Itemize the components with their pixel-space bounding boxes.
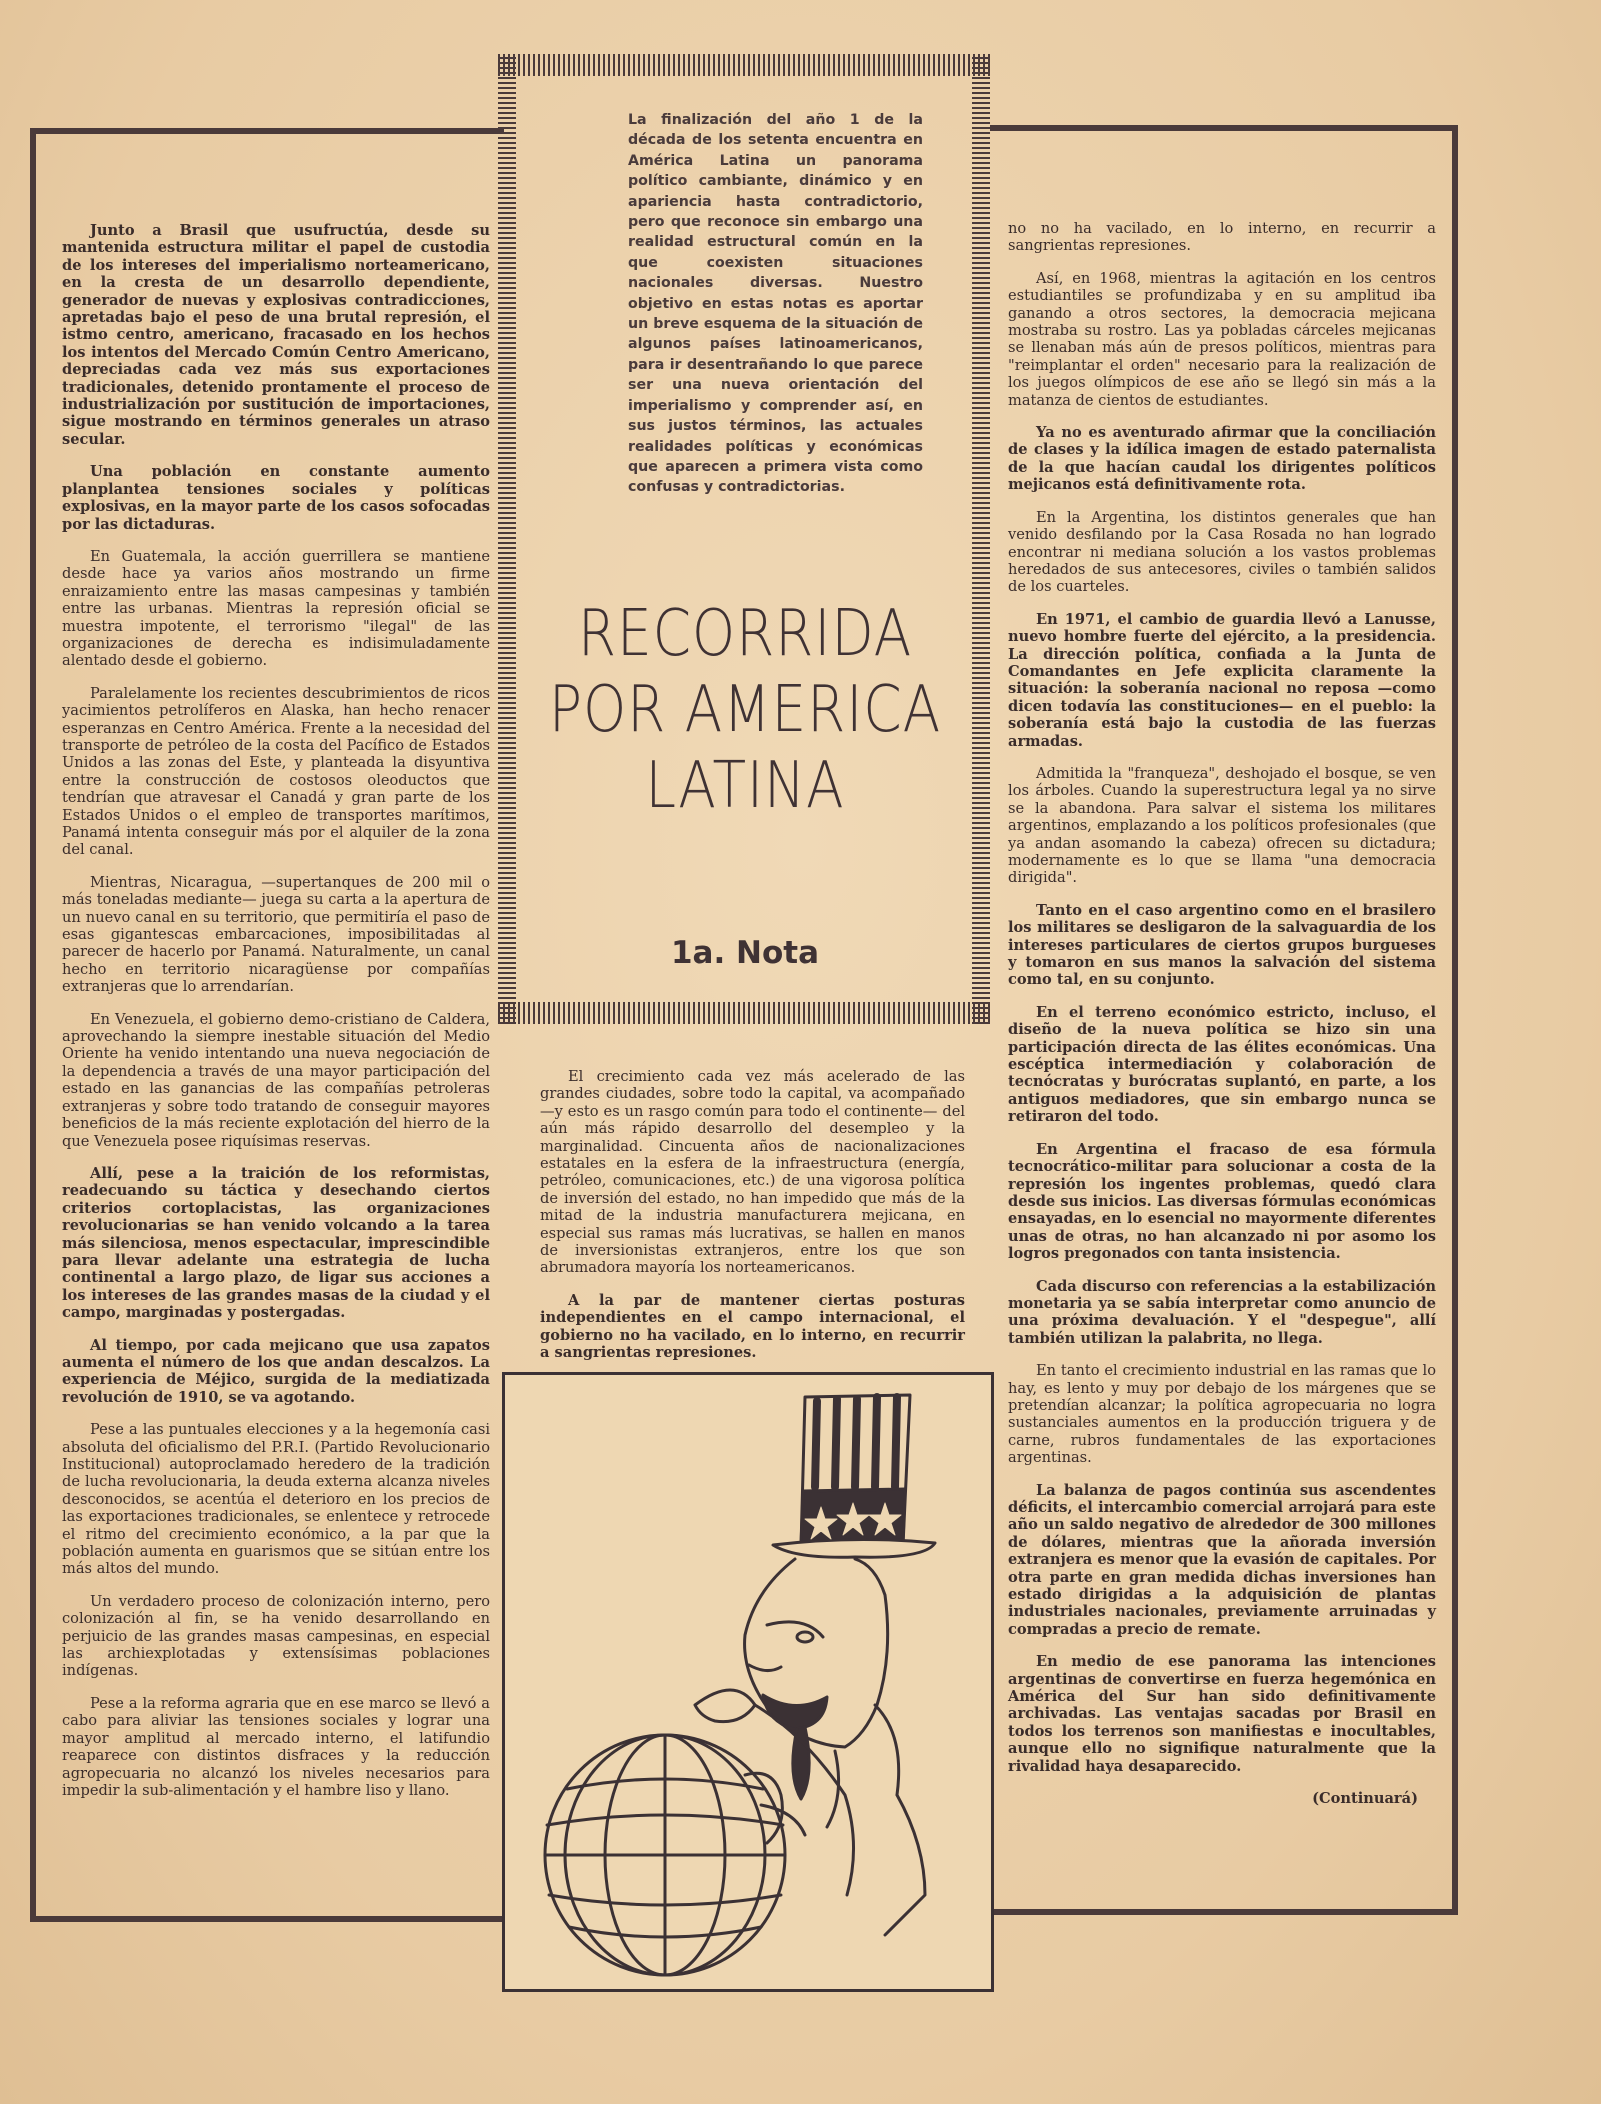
paragraph: Allí, pese a la traición de los reformistas, readecuando su táctica y desechando ciertos criterios cortoplacistas, las organizaciones revolucionarias se han venido volcando a la tarea más silenciosa, menos espectacular, imprescindible para llevar adelante una estrategia de lucha continental a largo plazo, de ligar sus acciones a los intereses de las grandes masas de la ciudad y el campo, marginadas y postergadas. (62, 1164, 490, 1322)
paragraph: El crecimiento cada vez más acelerado de las grandes ciudades, sobre todo la capital, va acompañado —y esto es un rasgo común para todo el continente— del aún más rápido desarrollo del desempleo y la marginalidad. Cincuenta años de nacionalizaciones estatales en la esfera de la infraestructura (energía, petróleo, comunicaciones, etc.) de una vigorosa política de inversión del estado, no han impedido que más de la mitad de la industria manufacturera mejicana, en especial sus ramas más lucrativas, se hallen en manos de inversionistas extranjeros, entre los que son abrumadora mayoría los norteamericanos. (540, 1068, 965, 1277)
intro-paragraph: La finalización del año 1 de la década de los setenta encuentra en América Latina un panorama político cambiante, dinámico y en apariencia hasta contradictorio, pero que reconoce sin embargo una realidad estructural común en la que coexisten situaciones nacionales diversas. Nuestro objetivo en estas notas es aportar un breve esquema de la situación de algunos países latinoamericanos, para ir desentrañando lo que parece ser una nueva orientación del imperialismo y comprender así, en sus justos términos, las actuales realidades políticas y económicas que aparecen a primera vista como confusas y contradictorias. (628, 112, 923, 496)
paragraph: En Venezuela, el gobierno demo-cristiano de Caldera, aprovechando la siempre inestable situación del Medio Oriente ha venido intentando una nueva negociación de la dependencia a través de una mayor participación del estado en las ganancias de las compañías petroleras extranjeras y sobre todo tratando de conseguir mayores beneficios de la más reciente explotación del hierro de la que Venezuela posee riquísimas reservas. (62, 1010, 490, 1150)
paragraph: En Guatemala, la acción guerrillera se mantiene desde hace ya varios años mostrando un firme enraizamiento entre las masas campesinas y también entre las urbanas. Mientras la represión oficial se muestra impotente, el terrorismo "ilegal" de las organizaciones de derecha es indisimuladamente alentado desde el gobierno. (62, 547, 490, 670)
paragraph: A la par de mantener ciertas posturas independientes en el campo internacional, el gobierno no ha vacilado, en lo interno, en recurrir a sangrientas represiones. (540, 1291, 965, 1362)
headline-line-2: POR AMERICA (548, 673, 942, 747)
headline-line-3: LATINA (645, 749, 845, 823)
headline-line-1: RECORRIDA (577, 597, 913, 671)
paragraph: En la Argentina, los distintos generales que han venido desfilando por la Casa Rosada no han logrado encontrar ni mediana solución a los vastos problemas heredados de sus antecesores, civiles o también salidos de los cuarteles. (1008, 508, 1436, 596)
paragraph: Paralelamente los recientes descubrimientos de ricos yacimientos petrolíferos en Alaska, han hecho renacer esperanzas en Centro América. Frente a la necesidad del transporte de petróleo de la costa del Pacífico de Estados Unidos a las zonas del Este, y planteada la disyuntiva entre la construcción de costosos oleoductos que tendrían que atravesar el Canadá y gran parte de los Estados Unidos o el empleo de transportes marítimos, Panamá intenta conseguir más por el alquiler de la zona del canal. (62, 684, 490, 859)
continuation-note: (Continuará) (1312, 1790, 1418, 1808)
paragraph: Admitida la "franqueza", deshojado el bosque, se ven los árboles. Cuando la superestructura legal ya no sirve se la abandona. Para salvar el sistema los militares argentinos, emplazando a los políticos profesionales (que ya andan asomando la cabeza) ofrecen su dictadura; modernamente es lo que se llama "una democracia dirigida". (1008, 764, 1436, 887)
title-box-left-hatch (498, 54, 516, 1024)
paragraph: Pese a la reforma agraria que en ese marco se llevó a cabo para aliviar las tensiones sociales y lograr una mayor amplitud al mercado interno, el latifundio reaparece con distintos disfraces y la reducción agropecuaria no alcanzó los niveles necesarios para impedir la sub-alimentación y el hambre liso y llano. (62, 1694, 490, 1799)
paragraph: En 1971, el cambio de guardia llevó a Lanusse, nuevo hombre fuerte del ejército, a la presidencia. La dirección política, confiada a la Junta de Comandantes en Jefe explicita claramente la situación: la soberanía nacional no reposa —como dicen todavía las constituciones— en el pueblo: la soberanía está bajo la custodia de las fuerzas armadas. (1008, 610, 1436, 750)
paragraph: Tanto en el caso argentino como en el brasilero los militares se desligaron de la salvaguardia de los intereses particulares de ciertos grupos burgueses y tomaron en sus manos la salvación del sistema como tal, en su conjunto. (1008, 901, 1436, 989)
title-box-top-hatch (498, 54, 990, 76)
paragraph: Ya no es aventurado afirmar que la conciliación de clases y la idílica imagen de estado paternalista de la que hacían caudal los dirigentes políticos mejicanos está definitivamente rota. (1008, 424, 1436, 494)
paragraph: Un verdadero proceso de colonización interno, pero colonización al fin, se ha venido desarrollando en perjuicio de las grandes masas campesinas, en especial las archiexplotadas y extensísimas poblaciones indígenas. (62, 1592, 490, 1680)
paragraph: no no ha vacilado, en lo interno, en recurrir a sangrientas represiones. (1008, 220, 1436, 255)
title-box-right-hatch (972, 54, 990, 1024)
illustration-frame (502, 1372, 994, 1992)
uncle-sam-globe-illustration (505, 1375, 991, 1989)
paragraph: En Argentina el fracaso de esa fórmula tecnocrático-militar para solucionar a costa de la represión los ingentes problemas, quedó clara desde sus inicios. Las diversas fórmulas económicas ensayadas, en lo esencial no mayormente diferentes unas de otras, no han alcanzado ni por asomo los logros pregonados con tanta insistencia. (1008, 1140, 1436, 1263)
left-column (62, 222, 490, 1814)
paragraph: En tanto el crecimiento industrial en las ramas que lo hay, es lento y muy por debajo de los márgenes que se pretendían alcanzar; la política agropecuaria no logra sustanciales aumentos en la producción triguera y de carne, rubros fundamentales de las exportaciones argentinas. (1008, 1362, 1436, 1467)
subheadline: 1a. Nota (670, 935, 820, 971)
paragraph: En el terreno económico estricto, incluso, el diseño de la nueva política se hizo sin una participación directa de las élites económicas. Una escéptica intermediación y colaboración de tecnócratas y burócratas suplantó, en parte, a los antiguos mediadores, que sin embargo nunca se retiraron del todo. (1008, 1003, 1436, 1126)
paragraph: Junto a Brasil que usufructúa, desde su mantenida estructura militar el papel de custodia de los intereses del imperialismo norteamericano, en la cresta de un desarrollo dependiente, generador de nuevas y explosivas contradicciones, apretadas bajo el peso de una brutal represión, el istmo centro, americano, fracasado en los hechos los intentos del Mercado Común Centro Americano, depreciadas cada vez más sus exportaciones tradicionales, detenido prontamente el proceso de industrialización por sustitución de importaciones, sigue mostrando en términos generales un atraso secular. (62, 222, 490, 448)
right-column (1008, 220, 1436, 1823)
paragraph: Mientras, Nicaragua, —supertanques de 200 mil o más toneladas mediante— juega su carta a la apertura de un nuevo canal en su territorio, que permitiría el paso de esas gigantescas embarcaciones, imposibilitadas al parecer de hacerlo por Panamá. Naturalmente, un canal hecho en territorio nicaragüense por compañías extranjeras que lo arrendarían. (62, 873, 490, 996)
paragraph: Pese a las puntuales elecciones y a la hegemonía casi absoluta del oficialismo del P.R.I. (Partido Revolucionario Institucional) autoproclamado heredero de la tradición de lucha revolucionaria, la deuda externa alcanza niveles desconocidos, se acentúa el deterioro en los precios de las exportaciones tradicionales, se enlentece y retrocede el ritmo del crecimiento económico, a la par que la población aumenta en guarismos que se sitúan entre los más altos del mundo. (62, 1421, 490, 1578)
paragraph: Una población en constante aumento planplantea tensiones sociales y políticas explosivas, en la mayor parte de los casos sofocadas por las dictaduras. (62, 463, 490, 533)
paragraph: Así, en 1968, mientras la agitación en los centros estudiantiles se profundizaba y en su amplitud iba ganando a otros sectores, la democracia mejicana mostraba su rostro. Las ya pobladas cárceles mejicanas se llenaban más aún de presos políticos, mientras para "reimplantar el orden" necesario para la realización de los juegos olímpicos de ese año se llegó sin más a la matanza de cientos de estudiantes. (1008, 269, 1436, 409)
paragraph: Cada discurso con referencias a la estabilización monetaria ya se sabía interpretar como anuncio de una próxima devaluación. Y el "despegue", allí también utilizan la palabrita, no llega. (1008, 1277, 1436, 1347)
middle-column (540, 1068, 965, 1377)
title-box-bottom-hatch (498, 1002, 990, 1024)
paragraph: La balanza de pagos continúa sus ascendentes déficits, el intercambio comercial arrojará para este año un saldo negativo de alrededor de 300 millones de dólares, mientras que la añorada inversión extranjera es menor que la evasión de capitales. Por otra parte en gran medida dichas inversiones han estado dirigidas a la adquisición de plantas industriales nacionales, previamente arruinadas y compradas a precio de remate. (1008, 1481, 1436, 1638)
paragraph: En medio de ese panorama las intenciones argentinas de convertirse en fuerza hegemónica en América del Sur han sido definitivamente archivadas. Las ventajas sacadas por Brasil en todos los terrenos son manifiestas e inocultables, aunque ello no signifique naturalmente que la rivalidad haya desaparecido. (1008, 1653, 1436, 1775)
paragraph: Al tiempo, por cada mejicano que usa zapatos aumenta el número de los que andan descalzos. La experiencia de Méjico, surgida de la mediatizada revolución de 1910, se va agotando. (62, 1336, 490, 1406)
headline (543, 596, 947, 824)
